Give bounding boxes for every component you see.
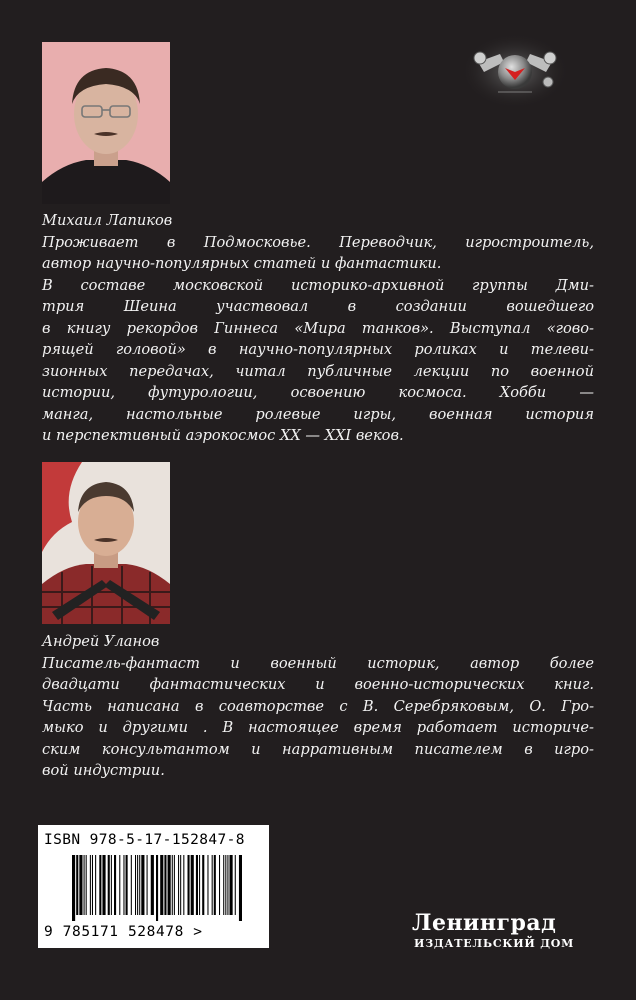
barcode-bar bbox=[168, 855, 171, 915]
bio-line: зионных передачах, читал публичные лекции по военной bbox=[42, 362, 594, 380]
barcode-bar bbox=[72, 855, 75, 921]
bio-line: истории, футурологии, освоению космоса. Хобби — bbox=[42, 384, 594, 401]
barcode-bar bbox=[95, 855, 96, 915]
barcode-bar bbox=[199, 855, 200, 915]
barcode-bar bbox=[79, 855, 82, 915]
bio-line: ским консультантом и нарративным писателем в игро- bbox=[42, 740, 594, 758]
author-name: Андрей Уланов bbox=[42, 633, 160, 650]
isbn-text: ISBN 978-5-17-152847-8 bbox=[44, 832, 245, 848]
bio-line: двадцати фантастических и военно-исторических книг. bbox=[42, 676, 594, 693]
barcode-bar bbox=[119, 855, 120, 915]
bio-line: вой индустрии. bbox=[42, 762, 165, 779]
barcode-bar bbox=[196, 855, 198, 915]
bio-line: Проживает в Подмосковье. Переводчик, игростроитель, bbox=[42, 233, 594, 251]
barcode-bar bbox=[227, 855, 228, 915]
barcode-bar bbox=[123, 855, 124, 915]
barcode-bar bbox=[172, 855, 173, 915]
barcode-bar bbox=[235, 855, 236, 915]
barcode-bar bbox=[156, 855, 158, 921]
barcode-bar bbox=[164, 855, 166, 915]
bio-line: в книгу рекордов Гиннеса «Мира танков». Выступал «гово- bbox=[42, 319, 594, 337]
barcode-bar bbox=[108, 855, 110, 915]
bio-line: трия Шеина участвовал в создании вошедшего bbox=[42, 298, 594, 315]
barcode-bar bbox=[151, 855, 154, 915]
barcode-bar bbox=[202, 855, 204, 915]
barcode-bar bbox=[139, 855, 140, 915]
barcode-bar bbox=[147, 855, 148, 915]
barcode-bar bbox=[135, 855, 136, 915]
bio-line: манга, настольные ролевые игры, военная история bbox=[42, 405, 594, 423]
author-bio-ulanov bbox=[42, 631, 594, 782]
barcode-bar bbox=[230, 855, 233, 915]
barcode-bar bbox=[214, 855, 216, 915]
series-emblem-icon bbox=[460, 32, 570, 110]
barcode-bar bbox=[86, 855, 87, 915]
barcode-bar bbox=[160, 855, 163, 915]
barcode-bar bbox=[76, 855, 78, 915]
author-name: Михаил Лапиков bbox=[42, 212, 173, 229]
barcode-bar bbox=[114, 855, 116, 915]
barcode-bar bbox=[212, 855, 213, 915]
barcode-bar bbox=[137, 855, 138, 915]
barcode-bar bbox=[178, 855, 179, 915]
barcode-bar bbox=[188, 855, 190, 915]
publisher-subtitle: ИЗДАТЕЛЬСКИЙ ДОМ bbox=[414, 937, 575, 950]
barcode-bar bbox=[219, 855, 220, 915]
barcode-bar bbox=[180, 855, 181, 915]
barcode-bar bbox=[111, 855, 112, 915]
barcode-bar bbox=[174, 855, 175, 915]
barcode-bar bbox=[191, 855, 194, 915]
bio-line: и перспективный аэрокосмос XX — XXI веков. bbox=[42, 427, 404, 444]
bio-line: В составе московской историко-архивной группы Дми- bbox=[42, 276, 594, 294]
barcode-bar bbox=[141, 855, 144, 915]
bio-line: Писатель-фантаст и военный историк, автор более bbox=[42, 654, 594, 672]
barcode-bar bbox=[99, 855, 101, 915]
barcode-bar bbox=[183, 855, 184, 915]
bio-line: мыко и другими . В настоящее время работает историче- bbox=[42, 719, 594, 736]
author-bio-lapikov bbox=[42, 210, 594, 447]
barcode bbox=[38, 825, 269, 948]
barcode-bar bbox=[84, 855, 85, 915]
publisher-name: Ленинград bbox=[412, 910, 557, 936]
barcode-bar bbox=[223, 855, 224, 915]
barcode-bar bbox=[102, 855, 105, 915]
author-portrait-photo bbox=[42, 462, 170, 624]
bio-line: Часть написана в соавторстве с В. Серебряковым, О. Гро- bbox=[42, 697, 594, 715]
barcode-bar bbox=[225, 855, 226, 915]
author-portrait-photo bbox=[42, 42, 170, 204]
barcode-bar bbox=[90, 855, 91, 915]
barcode-bar bbox=[92, 855, 93, 915]
barcode-bar bbox=[239, 855, 242, 921]
ean-digits: 9 785171 528478 > bbox=[44, 924, 203, 940]
barcode-bar bbox=[207, 855, 208, 915]
publisher-logo bbox=[412, 910, 608, 954]
barcode-bar bbox=[126, 855, 128, 915]
barcode-bars bbox=[72, 855, 242, 921]
bio-line: автор научно-популярных статей и фантастики. bbox=[42, 255, 442, 272]
bio-line: рящей головой» в научно-популярных роликах и телеви- bbox=[42, 341, 594, 358]
barcode-bar bbox=[131, 855, 132, 915]
